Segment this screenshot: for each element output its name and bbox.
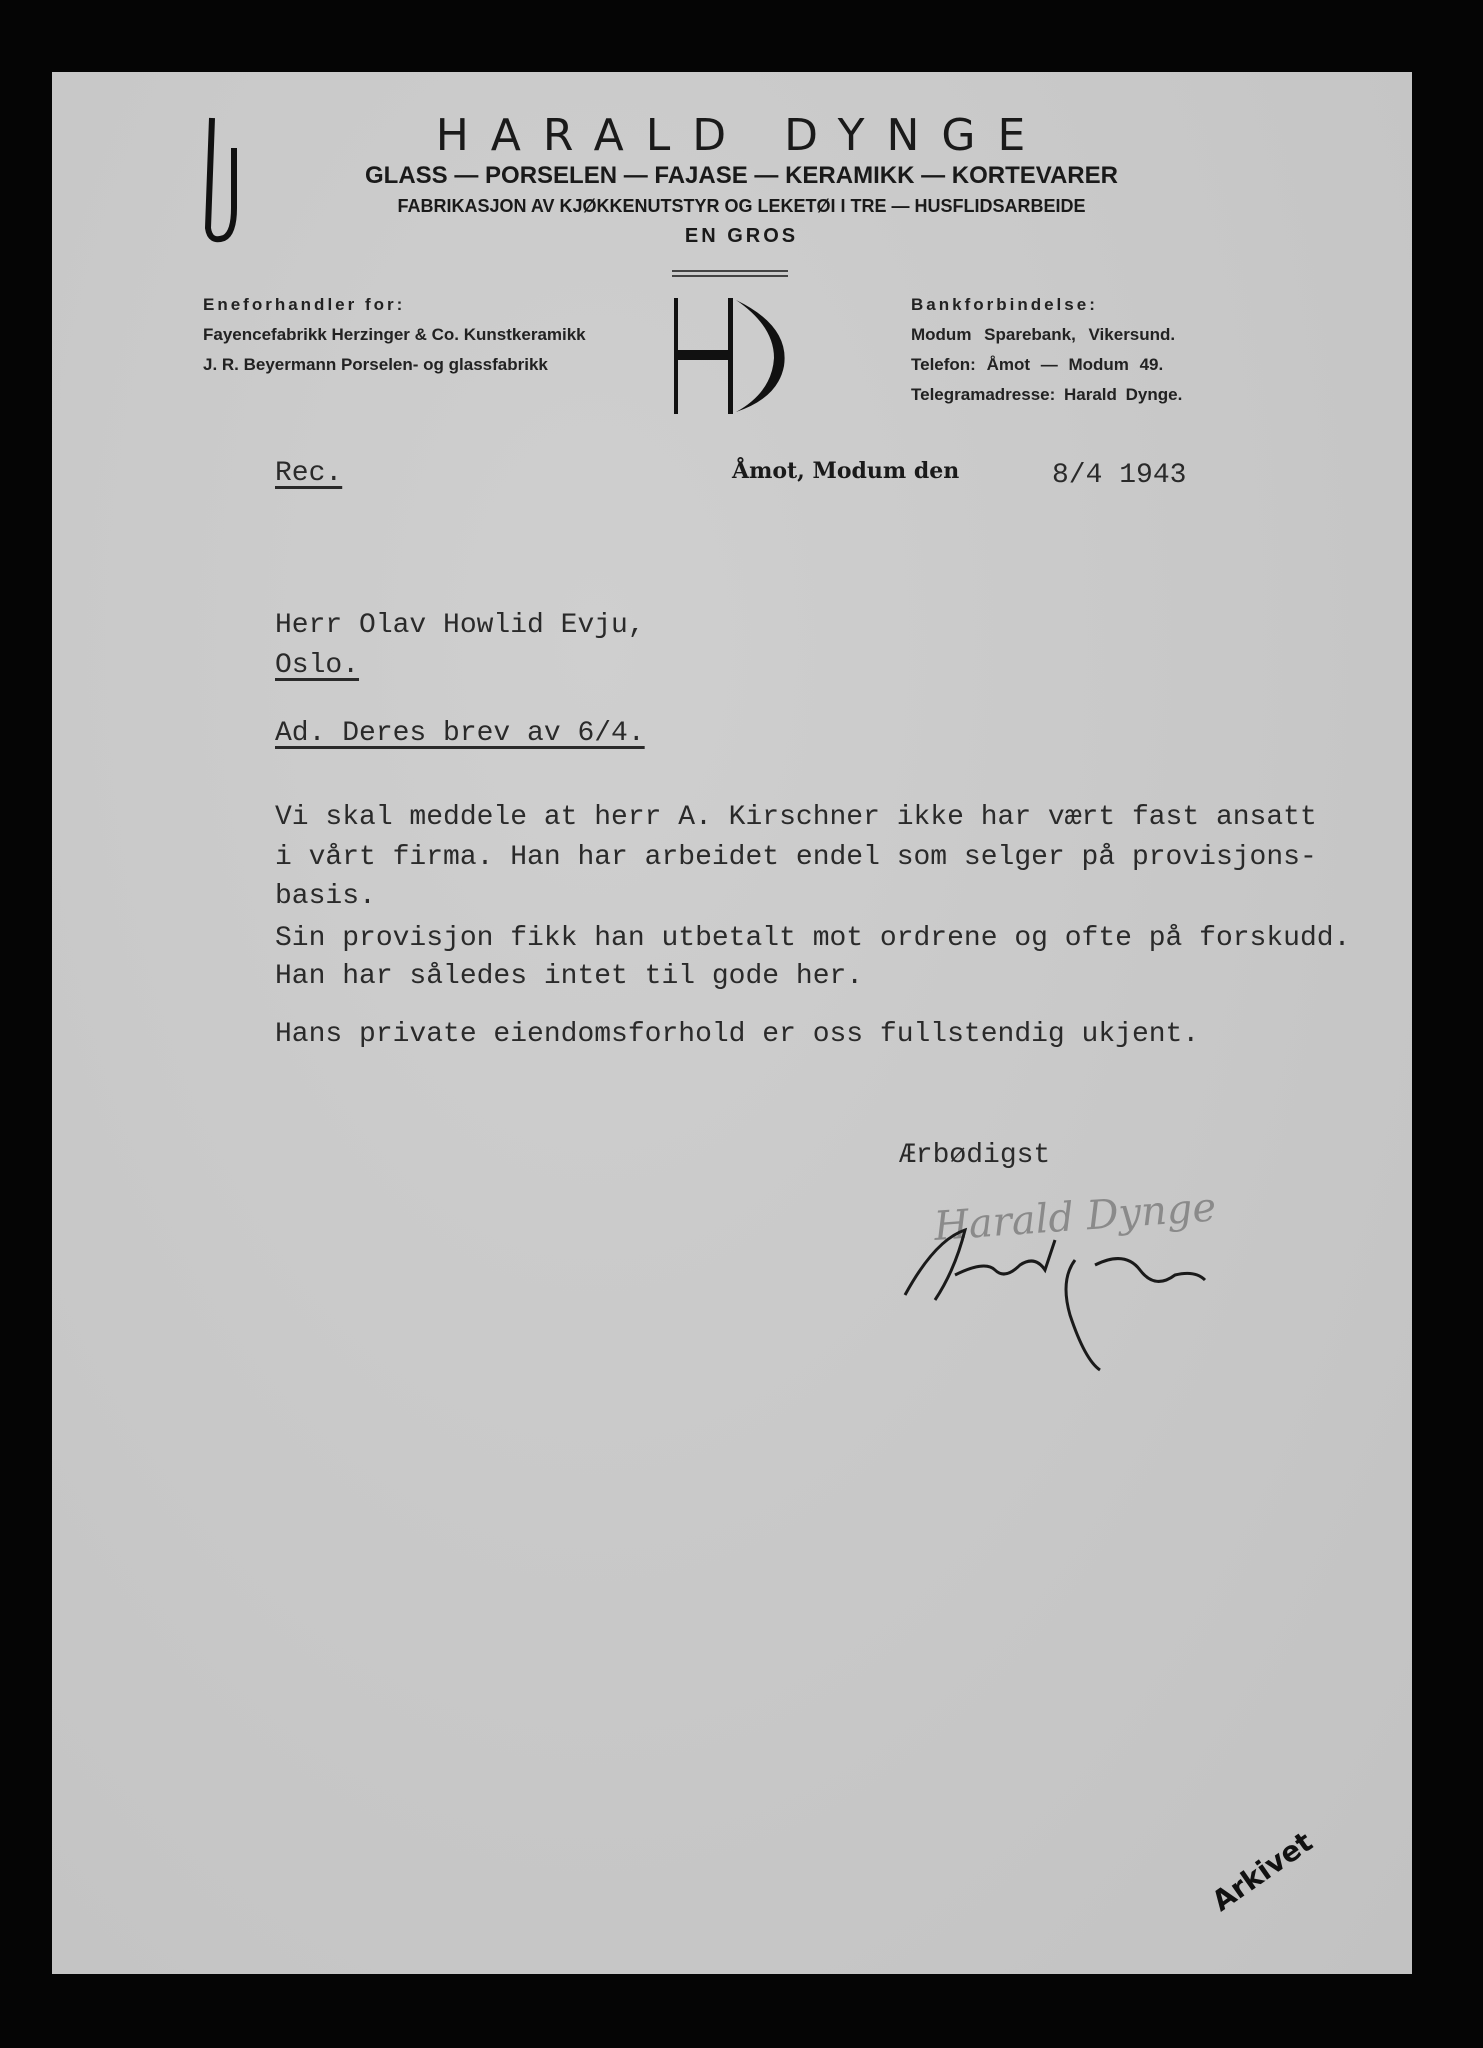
agency-line: J. R. Beyermann Porselen- og glassfabrikk [203, 355, 548, 374]
subject-line: Ad. Deres brev av 6/4. [275, 718, 645, 749]
letter-date: 8/4 1943 [1052, 460, 1187, 491]
bank-line: Telefon: Åmot — Modum 49. [911, 355, 1164, 374]
recipient-city: Oslo. [275, 650, 360, 681]
archive-stamp: Arkivet [1205, 1825, 1319, 1918]
hd-logo [672, 296, 792, 416]
body-line: Vi skal meddele at herr A. Kirschner ikke har vært fast ansatt [275, 802, 1317, 833]
agency-heading: Eneforhandler for: [203, 295, 406, 314]
bank-heading: Bankforbindelse: [911, 295, 1098, 314]
manufacturing-line: FABRIKASJON AV KJØKKENUTSTYR OG LEKETØI I TRE — HUSFLIDSARBEIDE [397, 196, 1086, 216]
divider-rule [672, 270, 788, 277]
body-line: Han har således intet til gode her. [275, 961, 864, 992]
signature [895, 1180, 1235, 1380]
wholesale-line: EN GROS [684, 225, 799, 247]
body-line: Hans private eiendomsforhold er oss fullstendig ukjent. [275, 1019, 1200, 1050]
recipient-name: Herr Olav Howlid Evju, [275, 610, 645, 641]
svg-text:Harald Dynge: Harald Dynge [932, 1184, 1218, 1250]
body-line: Sin provisjon fikk han utbetalt mot ordrene og ofte på forskudd. [275, 923, 1351, 954]
bank-line: Modum Sparebank, Vikersund. [911, 325, 1176, 344]
closing: Ærbødigst [899, 1140, 1051, 1171]
body-line: basis. [275, 881, 376, 912]
body-line: i vårt firma. Han har arbeidet endel som selger på provisjons- [275, 842, 1317, 873]
product-line: GLASS — PORSELEN — FAJASE — KERAMIKK — KORTEVARER [365, 162, 1118, 189]
rec-label: Rec. [275, 458, 343, 489]
place-label: Åmot, Modum den [732, 458, 960, 484]
bank-line: Telegramadresse: Harald Dynge. [911, 385, 1183, 404]
agency-line: Fayencefabrikk Herzinger & Co. Kunstkeramikk [203, 325, 586, 344]
company-name: HARALD DYNGE [435, 110, 1048, 161]
